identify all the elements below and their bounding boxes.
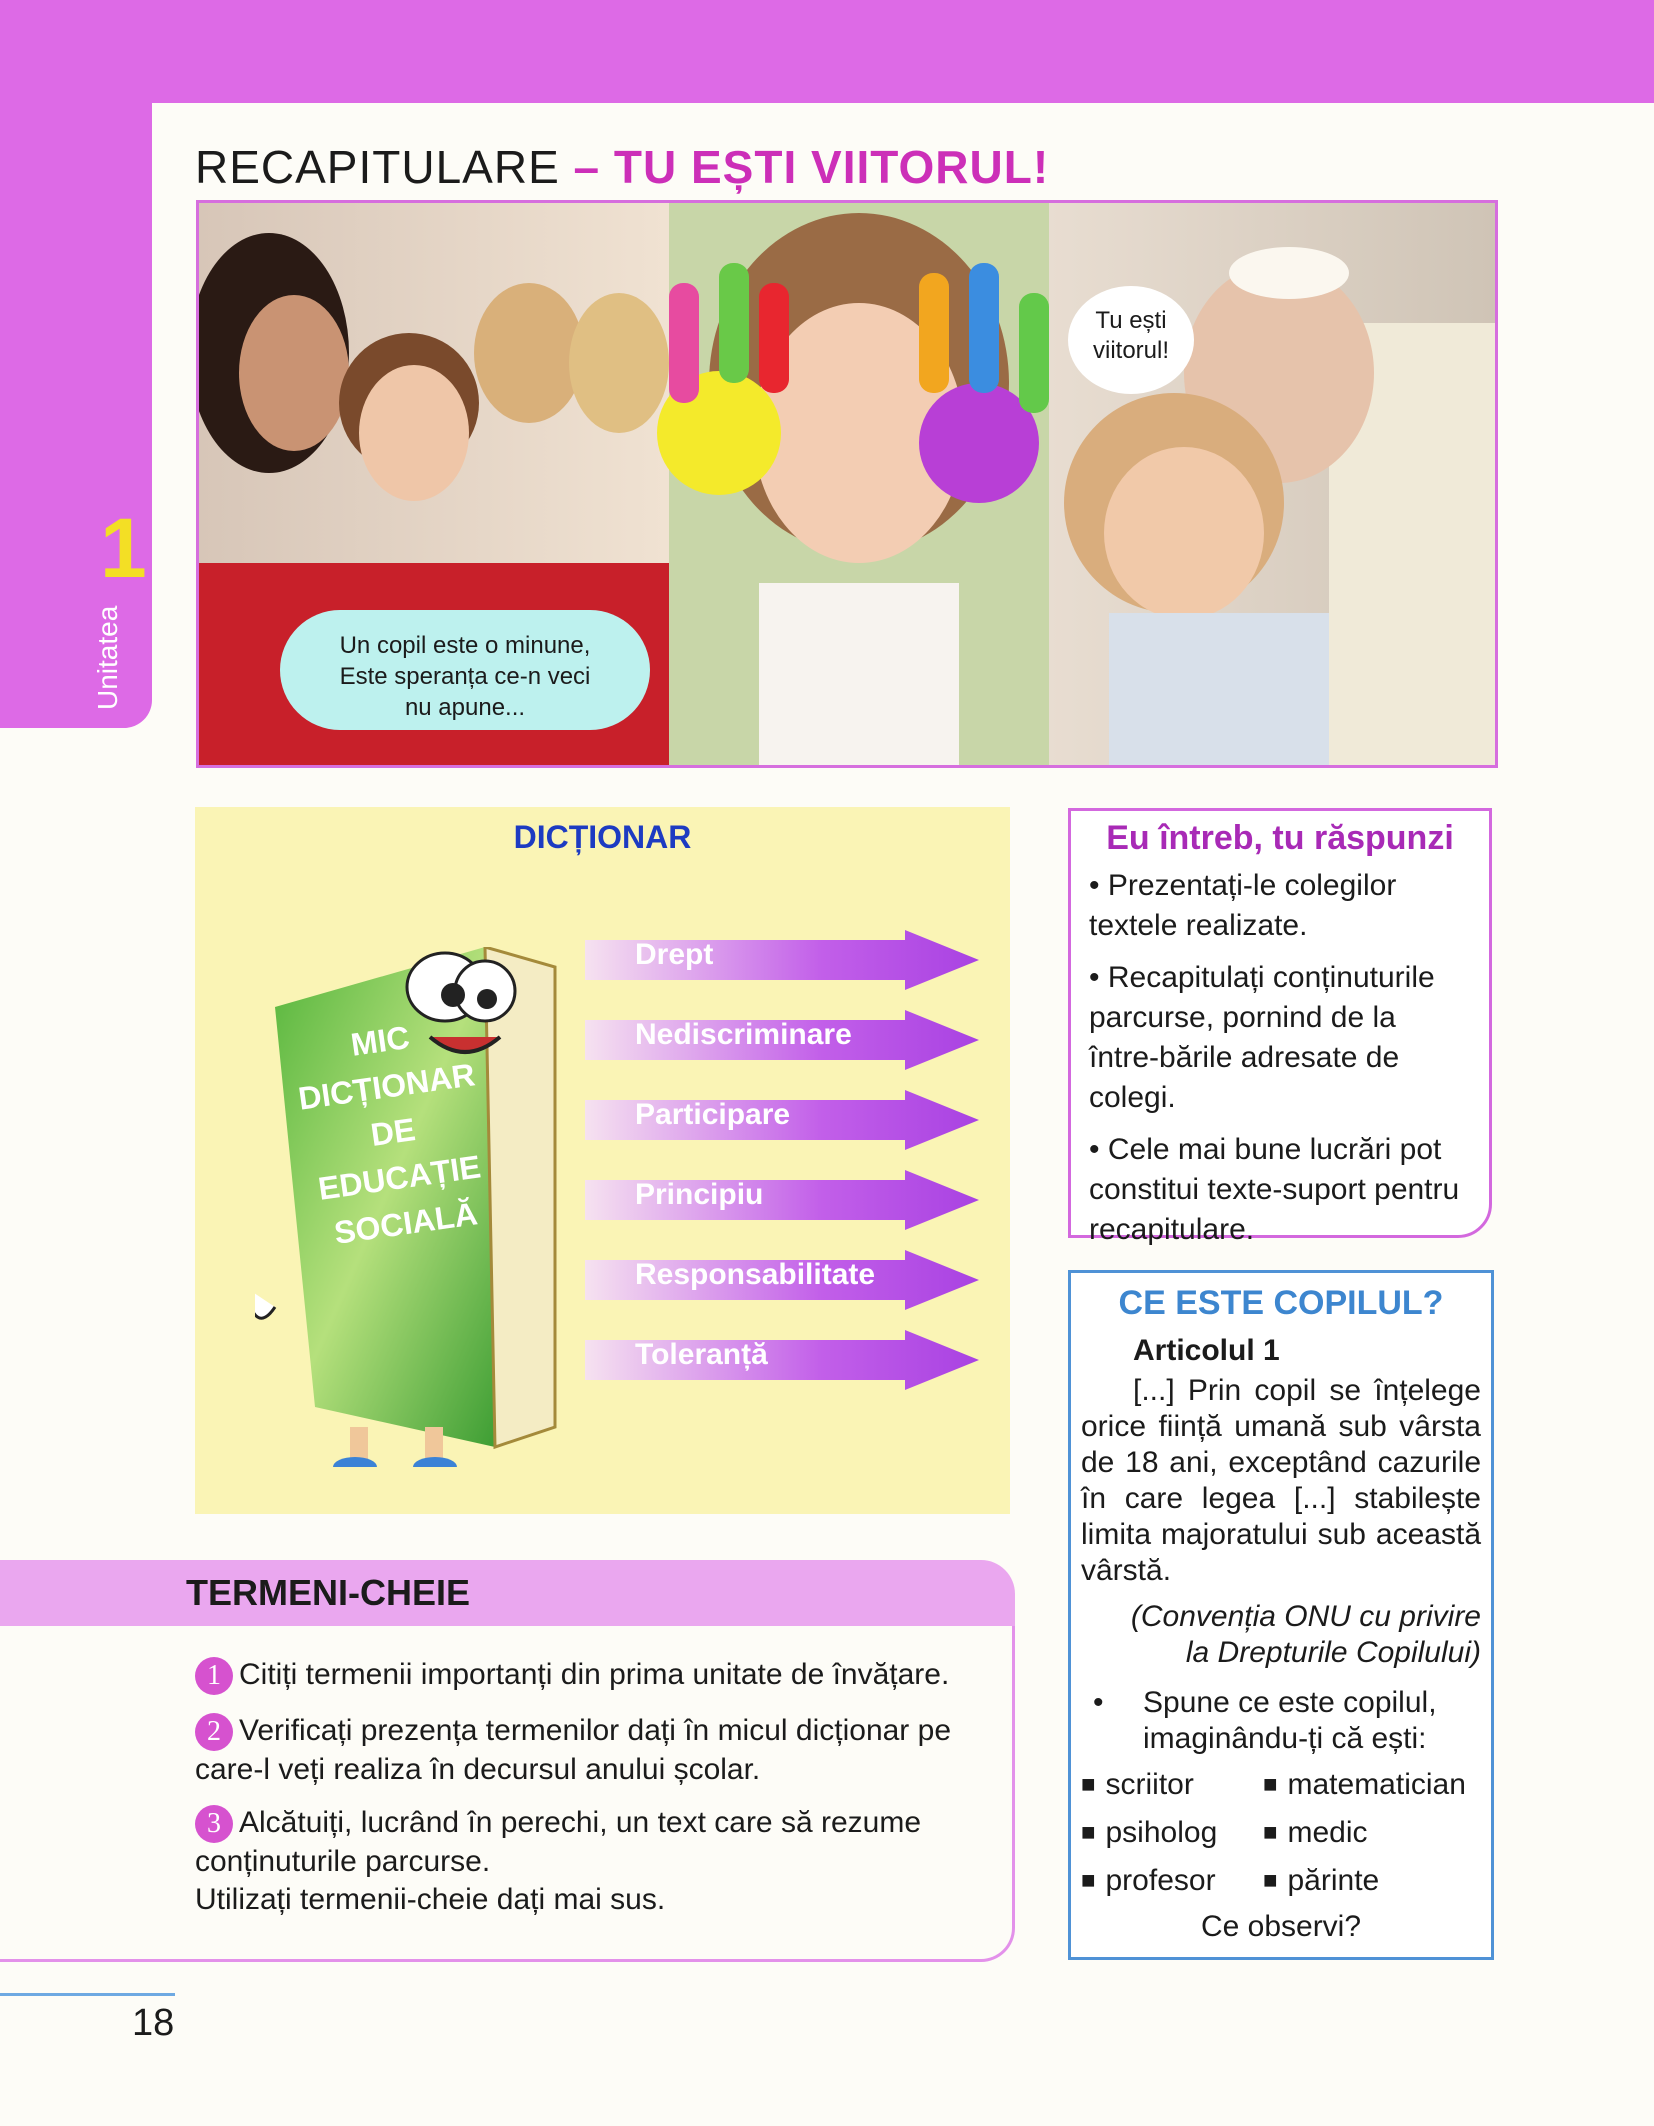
key-terms-header (0, 1560, 1015, 1626)
top-color-bar (150, 0, 1654, 103)
task-number-badge: 1 (195, 1657, 233, 1695)
page-number: 18 (132, 2002, 175, 2044)
term-arrow: Toleranță (585, 1330, 979, 1390)
key-terms-heading: TERMENI-CHEIE (186, 1572, 471, 1613)
article-heading: Articolul 1 (1133, 1334, 1280, 1367)
key-term-task: 3 Alcătuiți, lucrând în perechi, un text care să rezume conținuturile parcurse. Utilizați termenii-cheie dați mai sus. (195, 1804, 1005, 1919)
question-item: • Recapitulați conținuturile parcurse, pornind de la între-bările adresate de colegi. (1089, 961, 1435, 1114)
role-item: ■ scriitor (1081, 1767, 1263, 1803)
question-item: • Prezentați-le colegilor textele realizate. (1089, 869, 1397, 942)
term-arrow: Principiu (585, 1170, 979, 1230)
children-speech-bubble: Un copil este o minune, Este speranța ce-n veci nu apune... (280, 610, 650, 730)
unit-number: 1 (100, 501, 147, 595)
article-text: [...] Prin copil se înțelege orice ființă umană sub vârsta de 18 ani, exceptând cazurile în care legea [...] stabilește limita majoratului sub această vârstă. (1081, 1374, 1481, 1587)
role-item: ■ părinte (1263, 1863, 1463, 1899)
key-terms-extra: Utilizați termenii-cheie dați mai sus. (195, 1883, 666, 1916)
role-item: ■ profesor (1081, 1863, 1263, 1899)
pope-speech-bubble: Tu ești viitorul! (1068, 286, 1194, 394)
dictionary-title: DICȚIONAR (513, 819, 692, 855)
role-item: ■ matematician (1263, 1767, 1463, 1803)
unit-side-tab (0, 0, 152, 728)
question-item: • Cele mai bune lucrări pot constitui texte-suport pentru recapitulare. (1089, 1133, 1460, 1246)
role-item: ■ medic (1263, 1815, 1463, 1851)
article-source: (Convenția ONU cu privire la Drepturile Copilului) (1130, 1600, 1481, 1669)
term-arrow: Drept (585, 930, 979, 990)
roles-list (1081, 1767, 1481, 1899)
book-title: MIC DICȚIONAR DE EDUCAȚIE SOCIALĂ (296, 1018, 483, 1251)
key-term-task: 1 Citiți termenii importanți din prima unitate de învățare. (195, 1656, 1005, 1695)
term-arrow: Participare (585, 1090, 979, 1150)
unit-label: Unitatea (92, 605, 123, 710)
task-number-badge: 2 (195, 1713, 233, 1751)
questions-title: Eu întreb, tu răspunzi (1106, 819, 1454, 857)
page-title: RECAPITULARE – TU EȘTI VIITORUL! (195, 141, 1050, 193)
child-box-title: CE ESTE COPILUL? (1118, 1284, 1444, 1322)
page-title-highlight: – TU EȘTI VIITORUL! (573, 141, 1050, 193)
dictionary-panel (195, 807, 1010, 1514)
term-arrow: Nediscriminare (585, 1010, 979, 1070)
closing-question: Ce observi? (1200, 1910, 1362, 1943)
footer-line (0, 1993, 175, 1996)
role-item: ■ psiholog (1081, 1815, 1263, 1851)
child-definition-box (1068, 1270, 1494, 1960)
questions-box (1068, 808, 1492, 1246)
key-term-task: 2 Verificați prezența termenilor dați în micul dicționar pe care-l veți realiza în decursul anului școlar. (195, 1714, 952, 1786)
task-number-badge: 3 (195, 1805, 233, 1843)
term-arrow: Responsabilitate (585, 1250, 979, 1310)
prompt-bullet: • Spune ce este copilul, imaginându-ți că ești: (1093, 1686, 1437, 1755)
